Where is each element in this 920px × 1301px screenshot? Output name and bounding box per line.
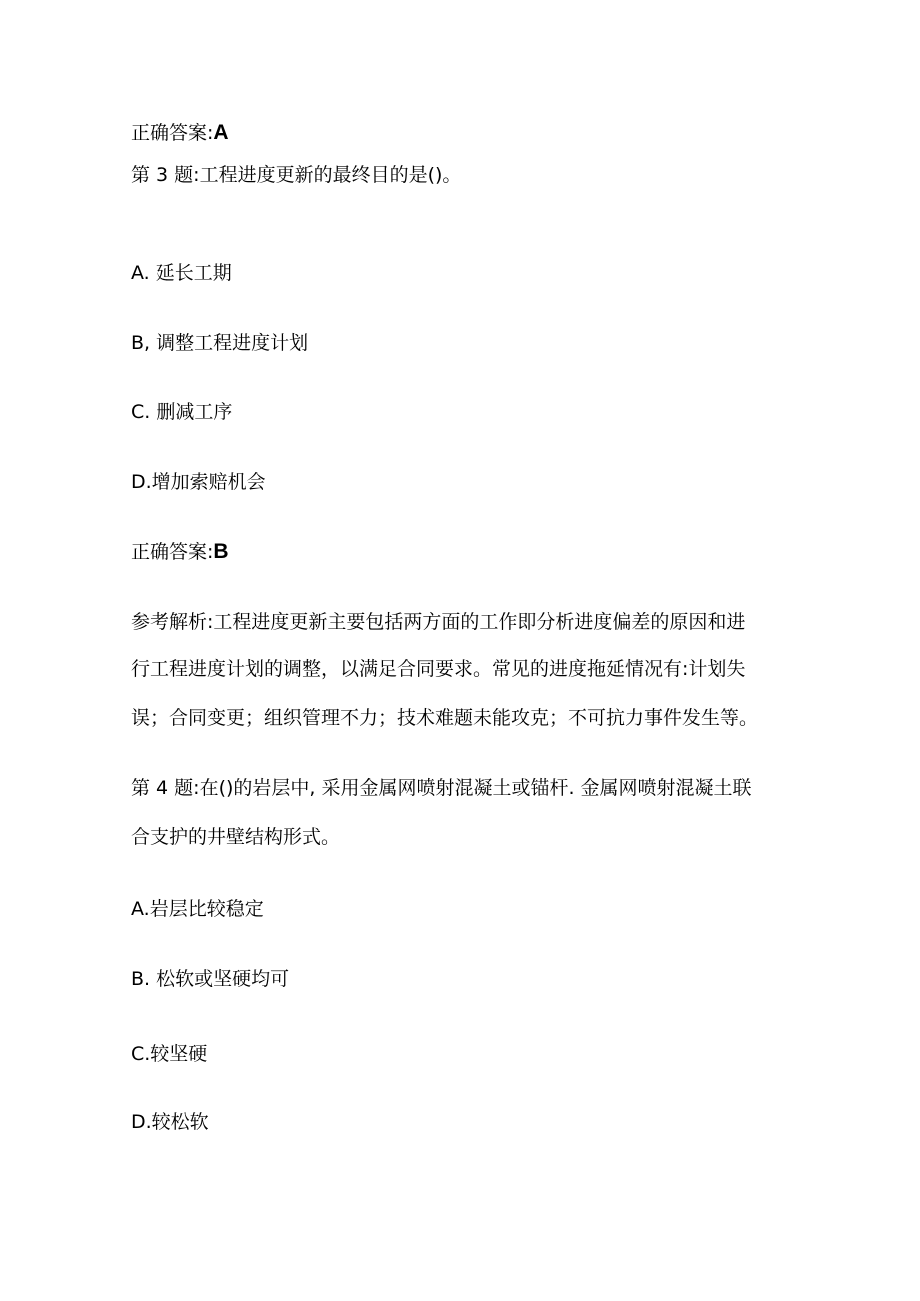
q4-option-c: C.较坚硬 xyxy=(131,1043,208,1065)
correct-answer-letter: B xyxy=(213,540,229,563)
correct-answer-label: 正确答案: xyxy=(131,122,214,144)
q3-analysis-line-3: 误；合同变更；组织管理不力；技术难题未能攻克；不可抗力事件发生等。 xyxy=(131,707,759,729)
q3-option-a: A. 延长工期 xyxy=(131,262,232,284)
q3-option-b: B, 调整工程进度计划 xyxy=(131,332,309,354)
q4-option-d: D.较松软 xyxy=(131,1111,209,1133)
correct-answer-q3 xyxy=(131,540,229,564)
question-3-text: 第 3 题:工程进度更新的最终目的是()。 xyxy=(131,164,462,186)
correct-answer-q2 xyxy=(131,121,229,145)
q3-analysis-line-1: 参考解析:工程进度更新主要包括两方面的工作即分析进度偏差的原因和进 xyxy=(131,611,746,633)
q3-option-d: D.增加索赔机会 xyxy=(131,471,266,493)
q3-option-c: C. 删减工序 xyxy=(131,401,233,423)
correct-answer-letter: A xyxy=(213,121,229,144)
q4-option-a: A.岩层比较稳定 xyxy=(131,898,264,920)
question-4-text-line-2: 合支护的井壁结构形式。 xyxy=(131,826,341,848)
question-4-text-line-1: 第 4 题:在()的岩层中, 采用金属网喷射混凝土或锚杆. 金属网喷射混凝土联 xyxy=(131,777,752,799)
q3-analysis-line-2: 行工程进度计划的调整，以满足合同要求。常见的进度拖延情况有:计划失 xyxy=(131,658,746,680)
correct-answer-label: 正确答案: xyxy=(131,541,214,563)
q4-option-b: B. 松软或坚硬均可 xyxy=(131,968,290,990)
